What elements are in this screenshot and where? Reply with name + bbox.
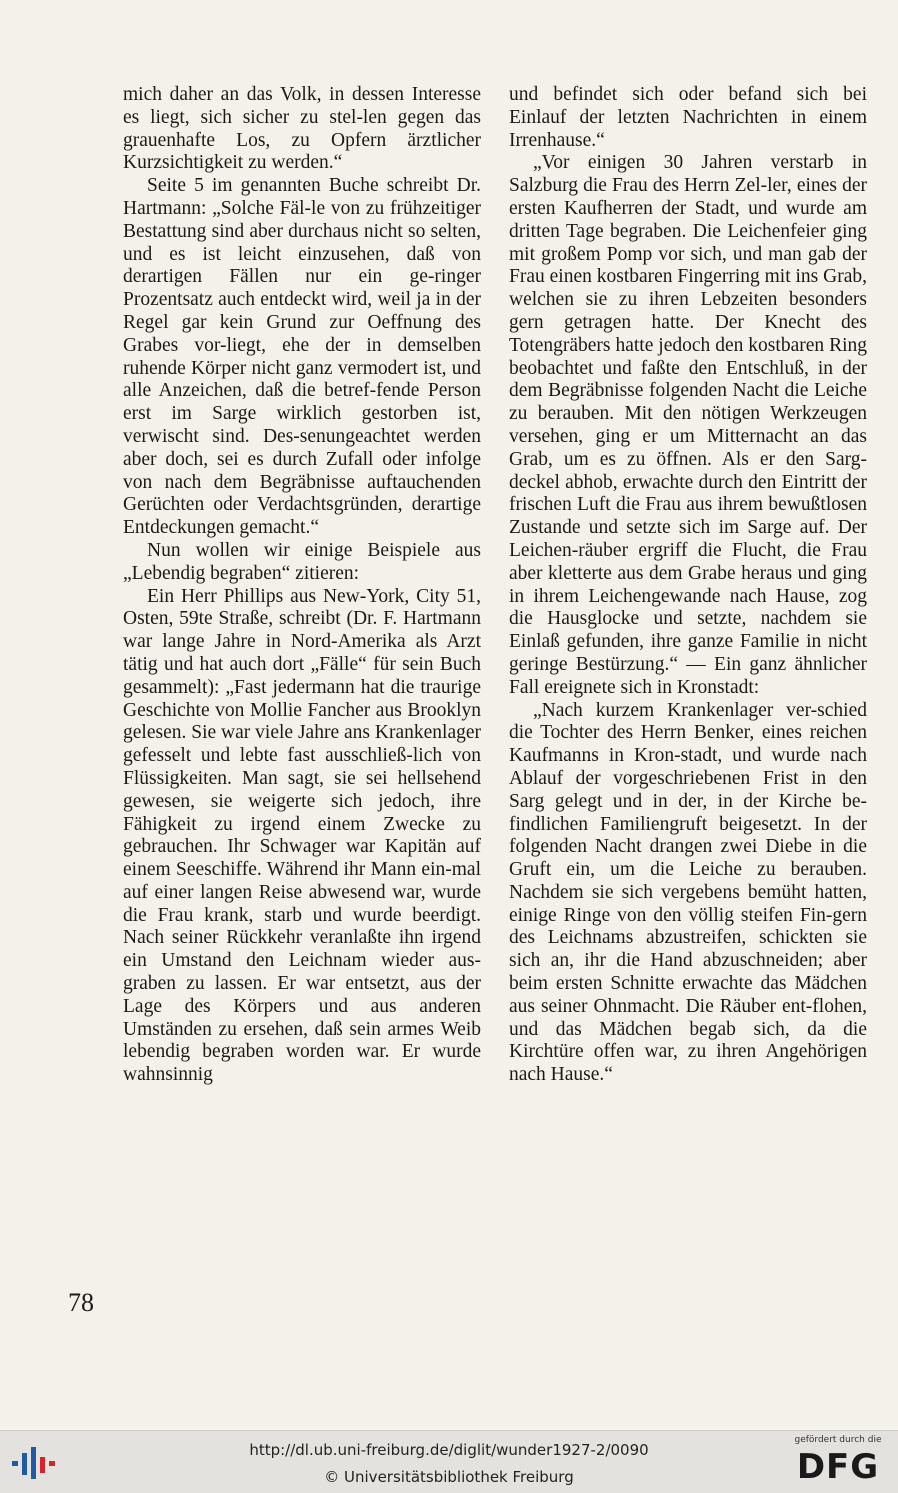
dfg-caption: gefördert durch die xyxy=(794,1435,882,1445)
paragraph: mich daher an das Volk, in dessen Interesse es liegt, sich sicher zu stel-len gegen das grauenhafte Los, zu Opfern ärztlicher Kurzsichtigkeit zu werden.“ xyxy=(123,84,481,174)
viewer-footer xyxy=(0,1430,898,1493)
paragraph: Ein Herr Phillips aus New-York, City 51, Osten, 59te Straße, schreibt (Dr. F. Hartmann war lange Jahre in Nord-Amerika als Arzt tätig und hat auch dort „Fälle“ für sein Buch gesammelt): „Fast jedermann hat die traurige Geschichte von Mollie Fancher aus Brooklyn gelesen. Sie war viele Jahre ans Krankenlager gefesselt und lebte fast ausschließ-lich von Flüssigkeiten. Man sagt, sie sei hellsehend gewesen, sie weigerte sich jedoch, ihre Fähigkeit zu irgend einem Zwecke zu gebrauchen. Ihr Schwager war Kapitän auf einem Seeschiffe. Während ihr Mann ein-mal auf einer langen Reise abwesend war, wurde die Frau krank, starb und wurde beerdigt. Nach seiner Rückkehr veranlaßte ihn irgend ein Umstand den Leichnam wieder aus-graben zu lassen. Er war entsetzt, aus der Lage des Körpers und aus anderen Umständen zu ersehen, daß sein armes Weib lebendig begraben worden war. Er wurde wahnsinnig xyxy=(123,585,481,1086)
paragraph: Nun wollen wir einige Beispiele aus „Lebendig begraben“ zitieren: xyxy=(123,539,481,584)
right-text-column xyxy=(509,84,867,1087)
left-text-column xyxy=(123,84,481,1087)
paragraph: „Nach kurzem Krankenlager ver-schied die Tochter des Herrn Benker, eines reichen Kaufmanns in Kron-stadt, und wurde nach Ablauf der vorgeschriebenen Frist in den Sarg gelegt und in der, in der Kirche be-findlichen Familiengruft beigesetzt. In der folgenden Nacht drangen zwei Diebe in die Gruft ein, um die Leiche zu berauben. Nachdem sie sich vergebens bemüht hatten, einige Ringe von den völlig steifen Fin-gern des Leichnams abzustreifen, schickten sie sich an, ihr die Hand abzuschneiden; aber beim ersten Schnitte erwachte das Mädchen aus seiner Ohnmacht. Die Räuber ent-flohen, und das Mädchen begab sich, da die Kirchtüre offen war, zu ihren Angehörigen nach Hause.“ xyxy=(509,699,867,1086)
copyright-notice: © Universitätsbibliothek Freiburg xyxy=(324,1468,574,1486)
page-number: 78 xyxy=(68,1288,94,1317)
paragraph: „Vor einigen 30 Jahren verstarb in Salzburg die Frau des Herrn Zel-ler, eines der ersten Kaufherren der Stadt, und wurde am dritten Tage begraben. Die Leichenfeier ging mit großem Pomp vor sich, und man gab der Frau einen kostbaren Fingerring mit ins Grab, welchen sie zu ihren Lebzeiten besonders gern getragen hatte. Der Knecht des Totengräbers hatte jedoch den kostbaren Ring beobachtet und faßte den Entschluß, in der dem Begräbnisse folgenden Nacht die Leiche zu berauben. Mit den nötigen Werkzeugen versehen, ging er um Mitternacht an das Grab, um es zu öffnen. Als er den Sarg-deckel abhob, erwachte durch den Eintritt der frischen Luft die Frau aus ihrem bewußtlosen Zustande und setzte sich im Sarge auf. Der Leichen-räuber ergriff die Flucht, die Frau aber kletterte aus dem Grabe heraus und ging in ihrem Leichengewande nach Hause, zog die Hausglocke und setzte, nachdem sie Einlaß gefunden, ihre ganze Familie in nicht geringe Bestürzung.“ — Ein ganz ähnlicher Fall ereignete sich in Kronstadt: xyxy=(509,152,867,698)
paragraph: und befindet sich oder befand sich bei Einlauf der letzten Nachrichten in einem Irrenhause.“ xyxy=(509,84,867,151)
document-url-link[interactable]: http://dl.ub.uni-freiburg.de/diglit/wunder1927-2/0090 xyxy=(249,1441,649,1459)
paragraph: Seite 5 im genannten Buche schreibt Dr. Hartmann: „Solche Fäl-le von zu frühzeitiger Bestattung sind aber durchaus nicht so selten, und es ist leicht einzusehen, daß von derartigen Fällen nur ein ge-ringer Prozentsatz auch entdeckt wird, weil ja in der Regel gar kein Grund zur Oeffnung des Grabes vor-liegt, ehe der in demselben ruhende Körper nicht ganz vermodert ist, und alle Anzeichen, daß die betref-fende Person erst im Sarge wirklich gestorben ist, verwischt sind. Des-senungeachtet werden aber doch, sei es durch Zufall oder infolge von nach dem Begräbnisse auftauchenden Gerüchten oder Verdachtsgründen, derartige Entdeckungen gemacht.“ xyxy=(123,175,481,539)
dfg-logo xyxy=(788,1435,888,1489)
dfg-wordmark: DFG xyxy=(796,1447,880,1487)
